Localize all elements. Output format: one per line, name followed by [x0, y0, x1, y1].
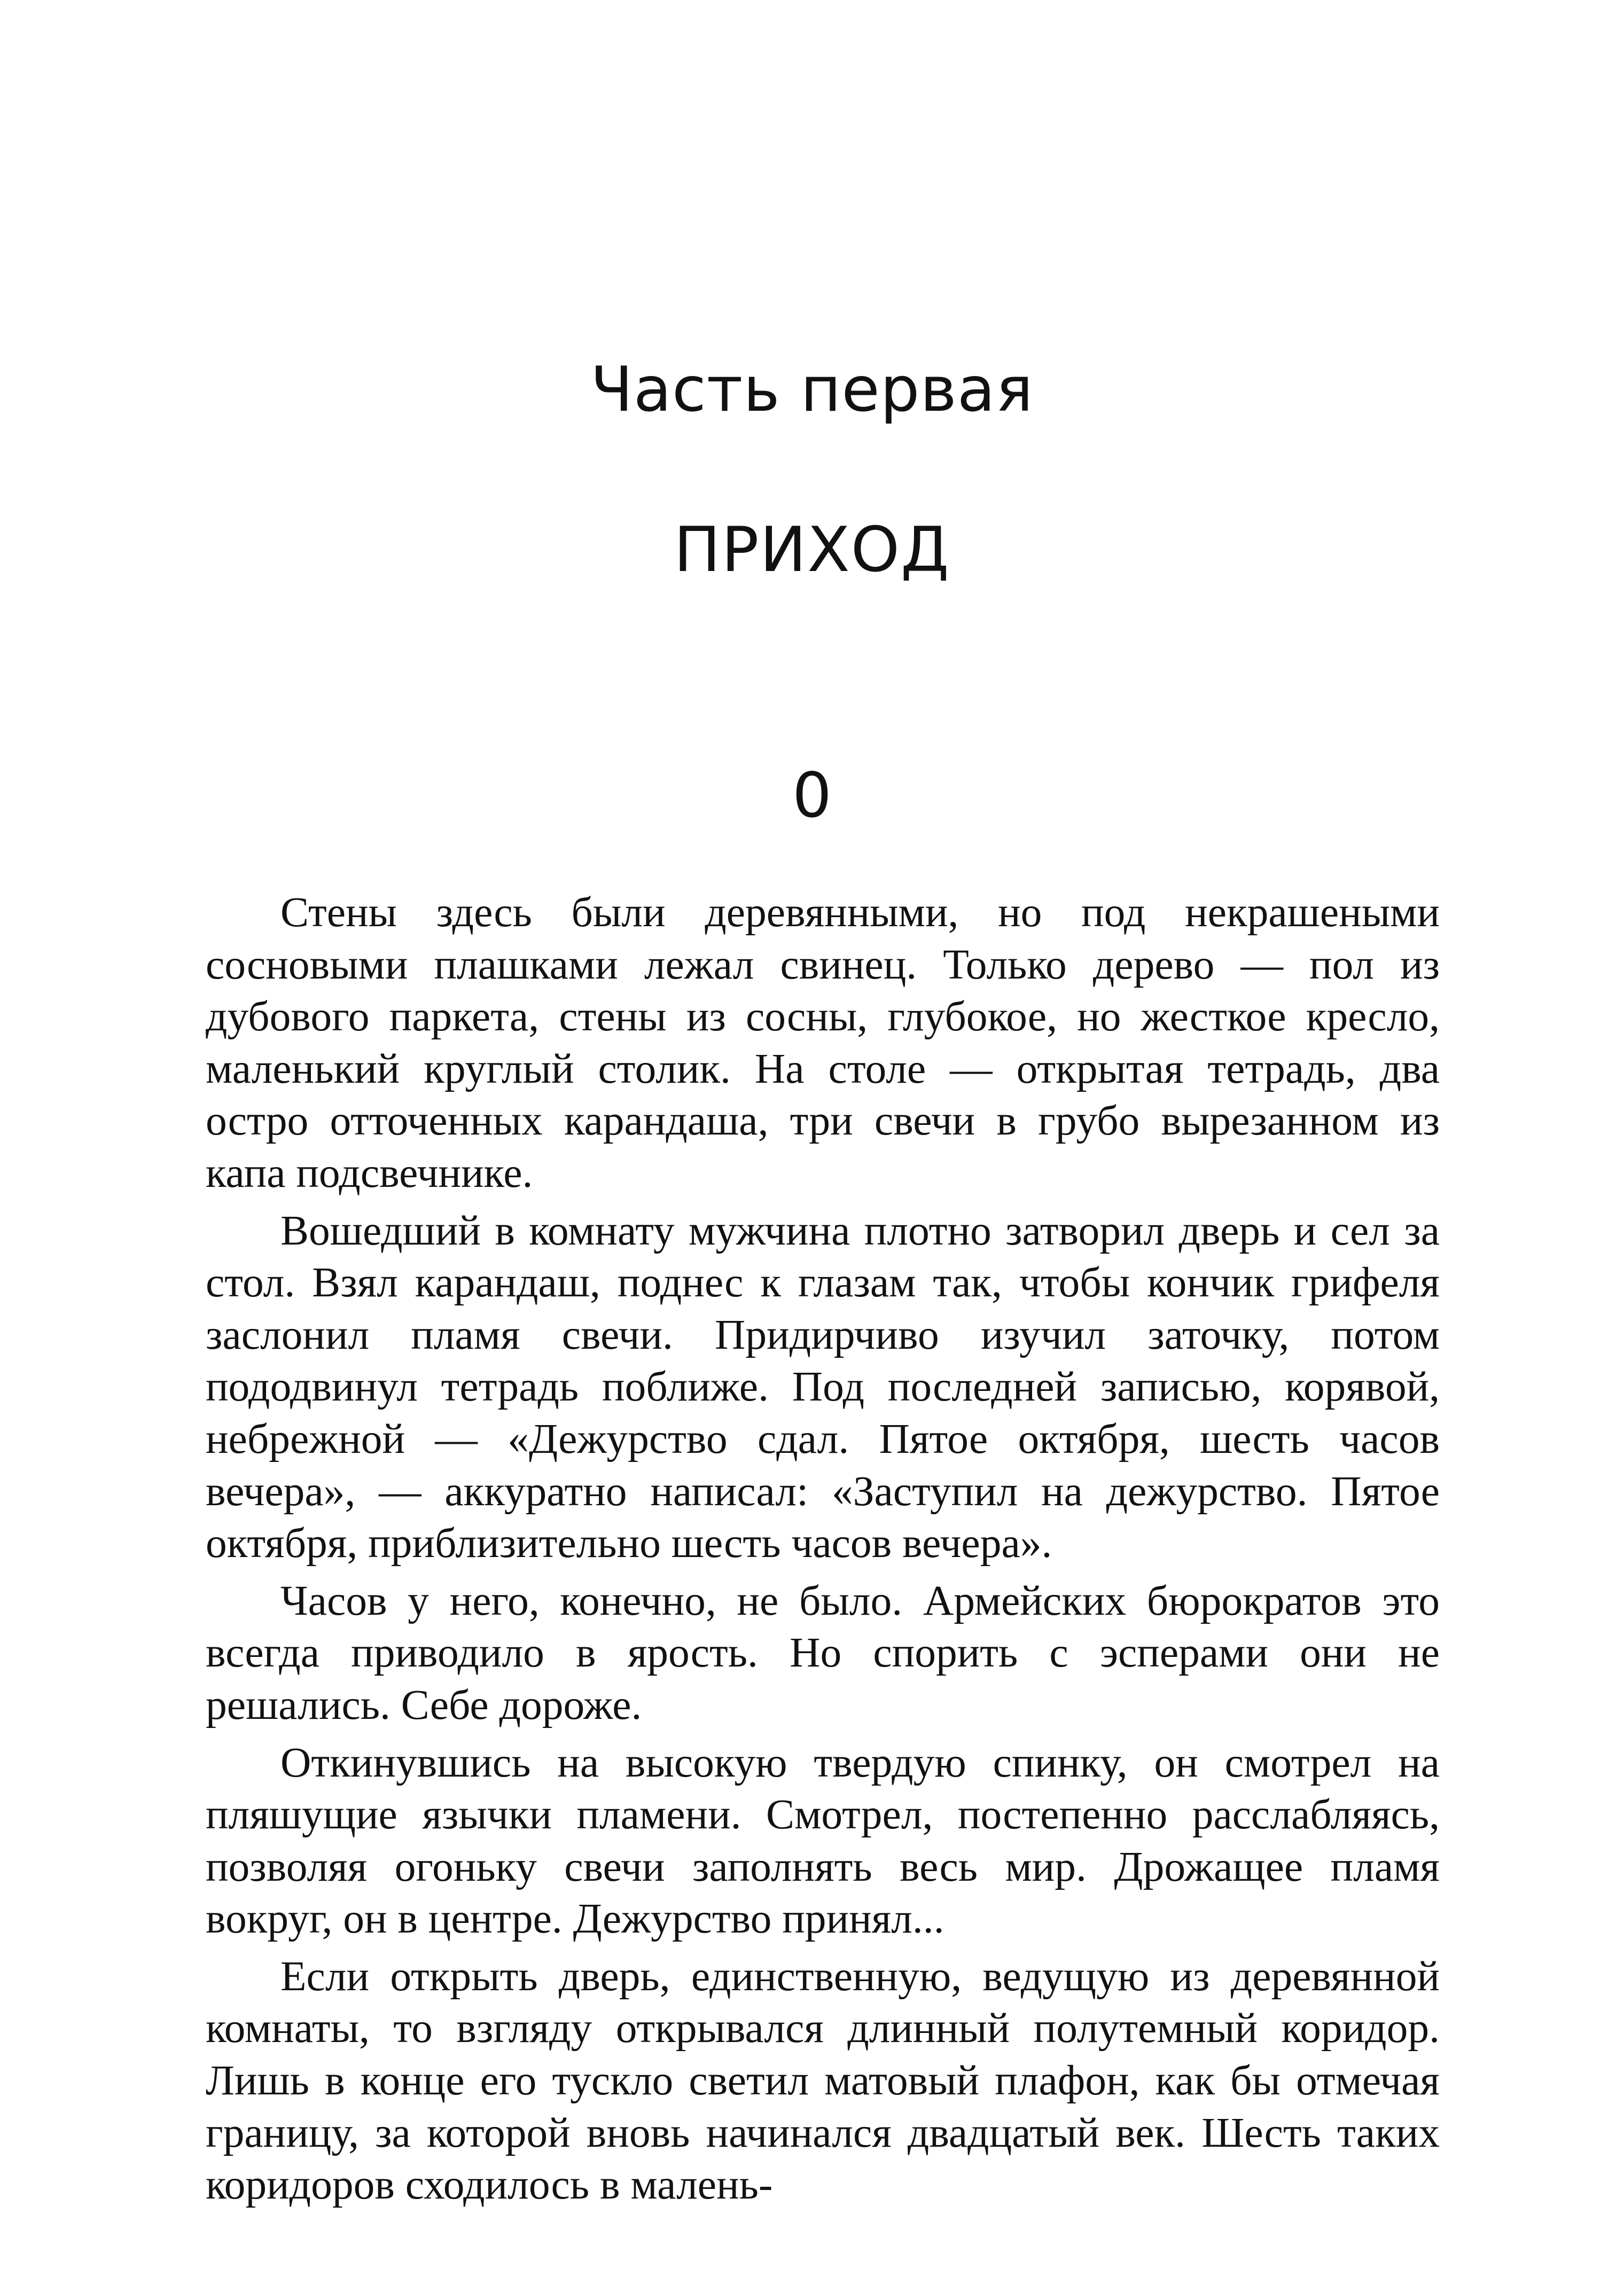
paragraph: Если открыть дверь, единственную, ведущую из деревянной комнаты, то взгляду открывался длинный полутемный коридор. Лишь в конце его тускло светил матовый плафон, как бы отмечая границу, за которой вновь начинался двадцатый век. Шесть таких коридоров сходилось в малень- [206, 1952, 1440, 2209]
chapter-title: ПРИХОД [674, 514, 950, 586]
paragraph: Вошедший в комнату мужчина плотно затворил дверь и сел за стол. Взял карандаш, поднес к глазам так, чтобы кончик грифеля заслонил пламя свечи. Придирчиво изучил заточку, потом пододвинул тетрадь поближе. Под последней записью, корявой, небрежной — «Дежурство сдал. Пятое октября, шесть часов вечера», — аккуратно написал: «Заступил на дежурство. Пятое октября, приблизительно шесть часов вечера». [206, 1207, 1440, 1567]
part-title: Часть первая [590, 354, 1034, 426]
paragraph: Стены здесь были деревянными, но под некрашеными сосновыми плашками лежал свинец. Только дерево — пол из дубового паркета, стены из сосны, глубокое, но жесткое кресло, маленький круглый столик. На столе — открытая тетрадь, два остро отточенных карандаша, три свечи в грубо вырезанном из капа подсвечнике. [206, 889, 1440, 1196]
section-number: 0 [792, 760, 832, 832]
paragraph: Откинувшись на высокую твердую спинку, он смотрел на пляшущие язычки пламени. Смотрел, постепенно расслабляясь, позволяя огоньку свечи заполнять весь мир. Дрожащее пламя вокруг, он в центре. Дежурство принял... [206, 1739, 1440, 1943]
paragraph: Часов у него, конечно, не было. Армейских бюрократов это всегда приводило в ярость. Но спорить с эсперами они не решались. Себе дороже. [206, 1577, 1440, 1728]
body-text [206, 887, 1440, 2217]
